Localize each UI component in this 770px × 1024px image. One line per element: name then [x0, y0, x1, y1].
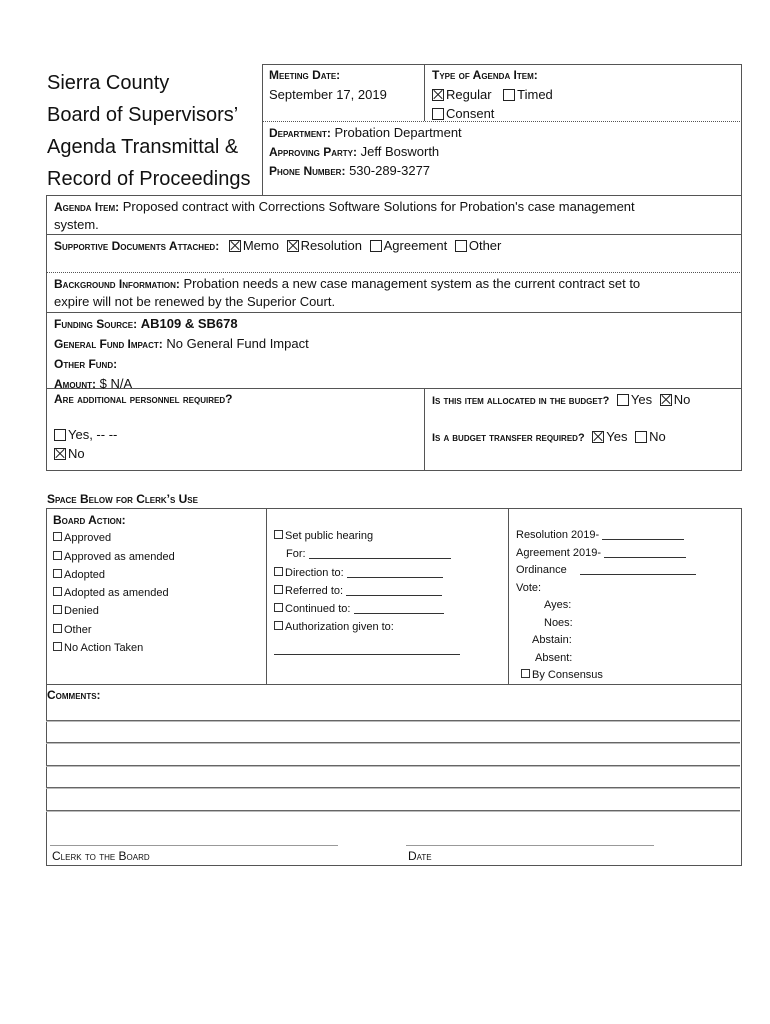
funding-label: Funding Source: — [54, 317, 138, 331]
referred-field[interactable] — [346, 583, 442, 596]
date-signature-label: Date — [408, 849, 432, 863]
direction-label: Direction to: — [285, 566, 344, 579]
memo-label: Memo — [242, 238, 279, 253]
comment-line[interactable] — [46, 765, 740, 767]
board-action-column — [53, 511, 175, 657]
resolution-column — [516, 527, 696, 685]
agenda-item-row — [54, 198, 734, 233]
consent-label: Consent — [446, 106, 495, 121]
comment-line[interactable] — [46, 810, 740, 812]
agreement-label: Agreement — [383, 238, 448, 253]
direction-field[interactable] — [347, 565, 443, 578]
personnel-no-label: No — [68, 446, 85, 461]
agreement-field[interactable] — [604, 545, 686, 558]
timed-checkbox[interactable] — [503, 89, 515, 101]
title-line: Board of Supervisors’ — [47, 104, 239, 126]
meeting-date-section — [269, 67, 387, 103]
comment-line[interactable] — [46, 787, 740, 789]
background-value: Probation needs a new case management system as the current contract set to — [183, 276, 641, 291]
budget-allocated-row — [432, 391, 690, 410]
budget-yes-label: Yes — [630, 392, 653, 407]
abstain-label: Abstain: — [532, 634, 572, 646]
budget-allocated-label: Is this item allocated in the budget? — [432, 395, 610, 407]
transfer-yes-label: Yes — [606, 429, 628, 444]
clerk-signature-line[interactable] — [50, 845, 338, 846]
resolution-field[interactable] — [602, 527, 684, 540]
consensus-checkbox[interactable] — [521, 669, 530, 678]
action-label: Adopted — [64, 568, 105, 581]
authorization-checkbox[interactable] — [274, 621, 283, 630]
vote-label: Vote: — [516, 581, 542, 594]
document-title — [47, 69, 250, 193]
for-field[interactable] — [309, 546, 451, 559]
comments-label: Comments: — [47, 688, 101, 702]
docs-label: Supportive Documents Attached: — [54, 239, 220, 253]
personnel-no-checkbox[interactable] — [54, 448, 66, 460]
budget-yes-checkbox[interactable] — [617, 394, 629, 406]
other-doc-checkbox[interactable] — [455, 240, 467, 252]
resolution-label: Resolution 2019- — [516, 529, 600, 541]
general-fund-value: No General Fund Impact — [166, 336, 309, 351]
denied-checkbox[interactable] — [53, 605, 62, 614]
clerk-section-label: Space Below for Clerk’s Use — [47, 492, 198, 506]
agreement-num-label: Agreement 2019- — [516, 546, 601, 559]
phone-label: Phone Number: — [269, 164, 346, 178]
referred-checkbox[interactable] — [274, 585, 283, 594]
other-doc-label: Other — [468, 238, 502, 253]
background-label: Background Information: — [54, 277, 180, 291]
amount-value: $ N/A — [99, 376, 133, 391]
for-label: For: — [286, 548, 306, 561]
resolution-label: Resolution — [300, 238, 362, 253]
continued-field[interactable] — [354, 601, 444, 614]
background-row — [54, 275, 734, 310]
agreement-checkbox[interactable] — [370, 240, 382, 252]
budget-no-label: No — [673, 392, 691, 407]
absent-label: Absent: — [535, 651, 573, 664]
supporting-docs-row — [54, 237, 501, 255]
noes-label: Noes: — [544, 616, 573, 629]
timed-label: Timed — [517, 87, 553, 102]
continued-checkbox[interactable] — [274, 603, 283, 612]
phone-value: 530-289-3277 — [349, 163, 431, 178]
funding-value: AB109 & SB678 — [140, 316, 238, 331]
authorization-label: Authorization given to: — [285, 621, 394, 634]
agenda-type-label: Type of Agenda Item: — [432, 68, 538, 82]
title-line: Sierra County — [47, 72, 170, 94]
approving-label: Approving Party: — [269, 145, 358, 159]
general-fund-label: General Fund Impact: — [54, 337, 163, 351]
amount-label: Amount: — [54, 377, 96, 391]
title-line: Record of Proceedings — [47, 168, 251, 190]
comment-line[interactable] — [46, 720, 740, 722]
consensus-label: By Consensus — [532, 669, 603, 681]
other-action-checkbox[interactable] — [53, 624, 62, 633]
other-fund-label: Other Fund: — [54, 357, 118, 371]
approved-amended-checkbox[interactable] — [53, 551, 62, 560]
regular-checkbox[interactable] — [432, 89, 444, 101]
action-label: Denied — [64, 605, 99, 618]
direction-checkbox[interactable] — [274, 567, 283, 576]
action-label: No Action Taken — [64, 642, 144, 655]
personnel-section — [54, 391, 232, 462]
authorization-field[interactable] — [274, 642, 460, 655]
consent-checkbox[interactable] — [432, 108, 444, 120]
board-action-label: Board Action: — [53, 513, 126, 527]
action-label: Adopted as amended — [64, 587, 169, 600]
personnel-yes-checkbox[interactable] — [54, 429, 66, 441]
public-hearing-label: Set public hearing — [285, 530, 374, 542]
background-value-cont: expire will not be renewed by the Superior Court. — [54, 294, 336, 309]
agenda-item-value-cont: system. — [54, 217, 99, 232]
budget-transfer-row — [432, 428, 666, 447]
adopted-amended-checkbox[interactable] — [53, 587, 62, 596]
action-label: Approved — [64, 532, 112, 545]
agenda-item-label: Agenda Item: — [54, 200, 120, 214]
ordinance-field[interactable] — [580, 562, 696, 575]
personnel-yes-label: Yes, -- -- — [68, 427, 118, 442]
no-action-checkbox[interactable] — [53, 642, 62, 651]
ayes-label: Ayes: — [544, 599, 572, 611]
continued-label: Continued to: — [285, 603, 351, 616]
ordinance-label: Ordinance — [516, 564, 567, 576]
funding-block — [54, 314, 309, 394]
action-label: Approved as amended — [64, 550, 175, 563]
action-label: Other — [64, 623, 92, 636]
resolution-checkbox[interactable] — [287, 240, 299, 252]
transfer-yes-checkbox[interactable] — [592, 431, 604, 443]
budget-no-checkbox[interactable] — [660, 394, 672, 406]
phone-row — [269, 162, 430, 180]
clerk-signature-label: Clerk to the Board — [52, 849, 150, 863]
adopted-checkbox[interactable] — [53, 569, 62, 578]
comment-line[interactable] — [46, 742, 740, 744]
transfer-no-checkbox[interactable] — [635, 431, 647, 443]
department-label: Department: — [269, 126, 331, 140]
regular-label: Regular — [446, 87, 492, 102]
approved-checkbox[interactable] — [53, 532, 62, 541]
hearing-column — [274, 527, 460, 659]
meeting-date-label: Meeting Date: — [269, 68, 341, 82]
agenda-item-value: Proposed contract with Corrections Software Solutions for Probation's case management — [122, 199, 635, 214]
public-hearing-checkbox[interactable] — [274, 530, 283, 539]
title-line: Agenda Transmittal & — [47, 136, 239, 158]
approving-value: Jeff Bosworth — [360, 144, 440, 159]
referred-label: Referred to: — [285, 584, 344, 597]
personnel-label: Are additional personnel required? — [54, 392, 233, 406]
department-value: Probation Department — [334, 125, 462, 140]
agenda-type-section — [432, 67, 553, 122]
approving-row — [269, 143, 439, 161]
department-row — [269, 124, 462, 142]
transfer-no-label: No — [649, 429, 666, 444]
budget-transfer-label: Is a budget transfer required? — [432, 432, 585, 444]
date-signature-line[interactable] — [406, 845, 654, 846]
memo-checkbox[interactable] — [229, 240, 241, 252]
meeting-date-value: September 17, 2019 — [269, 87, 387, 102]
